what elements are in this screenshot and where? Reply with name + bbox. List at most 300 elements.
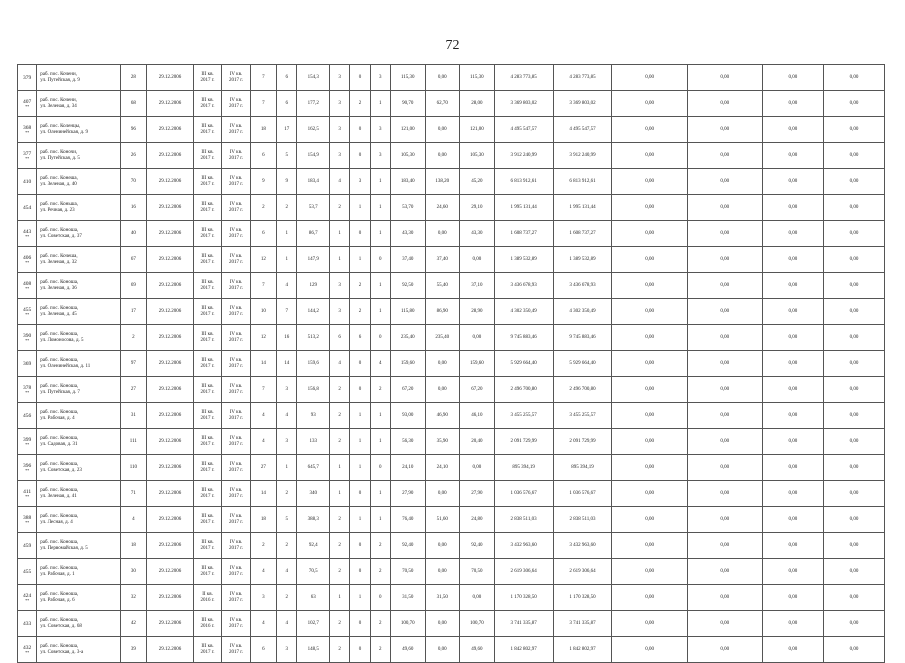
quarter-text: 2017 г. (228, 155, 243, 161)
row-mark: ** (25, 259, 30, 265)
row-id-cell (18, 195, 37, 221)
value-cell-c21: 0,00 (823, 91, 884, 117)
value-cell-c21: 0,00 (823, 403, 884, 429)
quarter-text: III кв. (201, 253, 214, 259)
address-cell (37, 273, 120, 299)
quarter-text: 2017 г. (200, 233, 215, 239)
value-cell-c16: 895 394,19 (494, 455, 553, 481)
quarter-text: IV кв. (229, 409, 243, 415)
value-cell-c12: 0 (370, 455, 390, 481)
value-cell-c19: 0,00 (687, 403, 762, 429)
quarter-text: IV кв. (229, 71, 243, 77)
start-quarter-cell (193, 585, 221, 611)
value-cell-c4: 29.12.2006 (147, 559, 194, 585)
address-line: раб. пос. Коноша, (40, 357, 79, 363)
value-cell-c19: 0,00 (687, 299, 762, 325)
table-row (18, 455, 885, 481)
address-line: раб. пос. Коноша, (40, 331, 79, 337)
value-cell-c13: 93,00 (390, 403, 425, 429)
value-cell-c17: 2 838 511,03 (553, 507, 612, 533)
row-id: 396 (23, 462, 32, 469)
value-cell-c21: 0,00 (823, 117, 884, 143)
value-cell-c19: 0,00 (687, 585, 762, 611)
housing-registry-table (17, 64, 885, 663)
value-cell-c17: 2 091 729,99 (553, 429, 612, 455)
value-cell-c12: 1 (370, 195, 390, 221)
value-cell-c9: 340 (297, 481, 330, 507)
quarter-text: 2017 г. (228, 311, 243, 317)
start-quarter-cell (193, 65, 221, 91)
value-cell-c17: 1 995 131,44 (553, 195, 612, 221)
value-cell-c21: 0,00 (823, 429, 884, 455)
quarter-text: 2017 г. (200, 129, 215, 135)
value-cell-c9: 93 (297, 403, 330, 429)
quarter-text: IV кв. (229, 539, 243, 545)
address-line: ул. Зеленая, д. 41 (40, 493, 77, 499)
value-cell-c4: 29.12.2006 (147, 429, 194, 455)
value-cell-c18: 0,00 (612, 351, 687, 377)
value-cell-c11: 0 (350, 221, 370, 247)
value-cell-c8: 3 (277, 637, 297, 663)
row-mark: ** (25, 597, 30, 603)
value-cell-c12: 0 (370, 247, 390, 273)
end-quarter-cell (222, 143, 250, 169)
value-cell-c21: 0,00 (823, 299, 884, 325)
quarter-text: IV кв. (229, 435, 243, 441)
value-cell-c19: 0,00 (687, 273, 762, 299)
table-row (18, 377, 885, 403)
value-cell-c17: 3 432 963,60 (553, 533, 612, 559)
start-quarter-cell (193, 273, 221, 299)
value-cell-c11: 0 (350, 481, 370, 507)
address-line: раб. пос. Коленцы, (40, 123, 81, 129)
quarter-text: 2017 г. (228, 285, 243, 291)
start-quarter-cell (193, 377, 221, 403)
value-cell-c16: 1 995 131,44 (494, 195, 553, 221)
quarter-text: IV кв. (229, 383, 243, 389)
row-id-cell (18, 117, 37, 143)
value-cell-c20: 0,00 (762, 91, 823, 117)
quarter-text: 2016 г. (200, 597, 215, 603)
table-row (18, 325, 885, 351)
value-cell-c3: 96 (120, 117, 146, 143)
value-cell-c17: 895 394,19 (553, 455, 612, 481)
value-cell-c4: 29.12.2006 (147, 247, 194, 273)
row-id: 379 (23, 74, 32, 81)
value-cell-c14: 0,00 (425, 117, 460, 143)
value-cell-c13: 159,60 (390, 351, 425, 377)
value-cell-c12: 3 (370, 143, 390, 169)
value-cell-c3: 42 (120, 611, 146, 637)
value-cell-c11: 6 (350, 325, 370, 351)
quarter-text: III кв. (201, 71, 214, 77)
address-cell (37, 143, 120, 169)
table-row (18, 195, 885, 221)
value-cell-c17: 1 608 737,27 (553, 221, 612, 247)
value-cell-c3: 4 (120, 507, 146, 533)
value-cell-c15: 49,60 (460, 637, 495, 663)
value-cell-c18: 0,00 (612, 455, 687, 481)
value-cell-c14: 51,60 (425, 507, 460, 533)
value-cell-c16: 3 741 335,87 (494, 611, 553, 637)
page-number: 72 (445, 38, 460, 53)
value-cell-c9: 154,9 (297, 143, 330, 169)
value-cell-c8: 2 (277, 533, 297, 559)
value-cell-c10: 3 (329, 91, 349, 117)
end-quarter-cell (222, 117, 250, 143)
address-cell (37, 91, 120, 117)
value-cell-c13: 92,40 (390, 533, 425, 559)
value-cell-c15: 0,00 (460, 247, 495, 273)
table-row (18, 533, 885, 559)
quarter-text: 2016 г. (200, 623, 215, 629)
value-cell-c20: 0,00 (762, 559, 823, 585)
address-line: раб. пос. Коноша, (40, 513, 79, 519)
value-cell-c19: 0,00 (687, 351, 762, 377)
value-cell-c19: 0,00 (687, 559, 762, 585)
value-cell-c4: 29.12.2006 (147, 481, 194, 507)
quarter-text: III кв. (201, 331, 214, 337)
value-cell-c7: 6 (250, 143, 276, 169)
row-id: 408 (23, 280, 32, 287)
value-cell-c13: 235,40 (390, 325, 425, 351)
end-quarter-cell (222, 273, 250, 299)
row-id-cell (18, 455, 37, 481)
value-cell-c3: 28 (120, 65, 146, 91)
quarter-text: III кв. (201, 617, 214, 623)
value-cell-c13: 31,50 (390, 585, 425, 611)
quarter-text: IV кв. (229, 123, 243, 129)
address-line: ул. Рабочая, д. 6 (40, 597, 75, 603)
address-line: раб. пос. Кочени, (40, 97, 77, 103)
value-cell-c15: 37,10 (460, 273, 495, 299)
value-cell-c9: 129 (297, 273, 330, 299)
value-cell-c12: 1 (370, 299, 390, 325)
end-quarter-cell (222, 247, 250, 273)
value-cell-c20: 0,00 (762, 611, 823, 637)
address-line: ул. Советская, д. 3-а (40, 649, 84, 655)
value-cell-c7: 4 (250, 559, 276, 585)
value-cell-c10: 2 (329, 559, 349, 585)
value-cell-c12: 1 (370, 403, 390, 429)
value-cell-c19: 0,00 (687, 143, 762, 169)
value-cell-c21: 0,00 (823, 507, 884, 533)
row-mark: ** (25, 337, 30, 343)
value-cell-c4: 29.12.2006 (147, 273, 194, 299)
end-quarter-cell (222, 481, 250, 507)
table-row (18, 585, 885, 611)
value-cell-c14: 55,40 (425, 273, 460, 299)
value-cell-c17: 1 389 532,89 (553, 247, 612, 273)
value-cell-c14: 0,00 (425, 221, 460, 247)
value-cell-c20: 0,00 (762, 455, 823, 481)
end-quarter-cell (222, 455, 250, 481)
value-cell-c11: 2 (350, 273, 370, 299)
value-cell-c19: 0,00 (687, 507, 762, 533)
value-cell-c4: 29.12.2006 (147, 169, 194, 195)
row-id-cell (18, 585, 37, 611)
value-cell-c19: 0,00 (687, 637, 762, 663)
quarter-text: 2017 г. (228, 441, 243, 447)
value-cell-c21: 0,00 (823, 221, 884, 247)
value-cell-c19: 0,00 (687, 377, 762, 403)
value-cell-c11: 0 (350, 559, 370, 585)
value-cell-c15: 28,90 (460, 299, 495, 325)
address-cell (37, 169, 120, 195)
quarter-text: III кв. (201, 487, 214, 493)
value-cell-c3: 27 (120, 377, 146, 403)
value-cell-c4: 29.12.2006 (147, 585, 194, 611)
address-line: раб. пос. Коноша, (40, 227, 79, 233)
value-cell-c13: 37,40 (390, 247, 425, 273)
value-cell-c12: 1 (370, 507, 390, 533)
end-quarter-cell (222, 221, 250, 247)
value-cell-c15: 46,10 (460, 403, 495, 429)
value-cell-c16: 3 455 255,57 (494, 403, 553, 429)
row-mark: ** (25, 389, 30, 395)
value-cell-c20: 0,00 (762, 247, 823, 273)
value-cell-c3: 111 (120, 429, 146, 455)
row-id: 454 (23, 204, 32, 211)
value-cell-c7: 14 (250, 351, 276, 377)
quarter-text: III кв. (201, 97, 214, 103)
value-cell-c21: 0,00 (823, 455, 884, 481)
value-cell-c7: 2 (250, 533, 276, 559)
value-cell-c17: 5 929 664,40 (553, 351, 612, 377)
value-cell-c3: 2 (120, 325, 146, 351)
value-cell-c15: 70,50 (460, 559, 495, 585)
value-cell-c4: 29.12.2006 (147, 325, 194, 351)
quarter-text: 2017 г. (228, 467, 243, 473)
value-cell-c16: 2 091 729,99 (494, 429, 553, 455)
value-cell-c15: 0,00 (460, 455, 495, 481)
value-cell-c10: 3 (329, 65, 349, 91)
value-cell-c10: 2 (329, 377, 349, 403)
row-mark: ** (25, 649, 30, 655)
value-cell-c8: 1 (277, 221, 297, 247)
address-line: ул. Советская, д. 23 (40, 467, 82, 473)
value-cell-c15: 159,60 (460, 351, 495, 377)
value-cell-c12: 3 (370, 117, 390, 143)
value-cell-c8: 1 (277, 455, 297, 481)
value-cell-c15: 28,00 (460, 91, 495, 117)
value-cell-c17: 4 302 350,49 (553, 299, 612, 325)
value-cell-c13: 24,10 (390, 455, 425, 481)
table-row (18, 429, 885, 455)
value-cell-c21: 0,00 (823, 377, 884, 403)
address-cell (37, 299, 120, 325)
address-line: раб. пос. Коноша, (40, 435, 79, 441)
value-cell-c20: 0,00 (762, 507, 823, 533)
start-quarter-cell (193, 299, 221, 325)
value-cell-c9: 86,7 (297, 221, 330, 247)
quarter-text: III кв. (201, 305, 214, 311)
row-mark: ** (25, 155, 30, 161)
value-cell-c21: 0,00 (823, 481, 884, 507)
table-row (18, 169, 885, 195)
value-cell-c13: 43,30 (390, 221, 425, 247)
value-cell-c13: 53,70 (390, 195, 425, 221)
address-line: ул. Зеленая, д. 45 (40, 311, 77, 317)
quarter-text: III кв. (201, 409, 214, 415)
address-cell (37, 65, 120, 91)
address-line: ул. Путейская, д. 9 (40, 77, 80, 83)
value-cell-c20: 0,00 (762, 351, 823, 377)
value-cell-c11: 1 (350, 247, 370, 273)
value-cell-c3: 40 (120, 221, 146, 247)
quarter-text: III кв. (201, 175, 214, 181)
quarter-text: 2017 г. (200, 493, 215, 499)
value-cell-c7: 10 (250, 299, 276, 325)
value-cell-c18: 0,00 (612, 65, 687, 91)
quarter-text: 2017 г. (200, 77, 215, 83)
value-cell-c13: 76,40 (390, 507, 425, 533)
address-cell (37, 403, 120, 429)
value-cell-c11: 1 (350, 195, 370, 221)
quarter-text: III кв. (201, 149, 214, 155)
value-cell-c20: 0,00 (762, 169, 823, 195)
row-id: 410 (23, 178, 32, 185)
row-id: 369 (23, 360, 32, 367)
row-id: 424 (23, 592, 32, 599)
address-line: раб. пос. Кочени, (40, 71, 77, 77)
value-cell-c8: 17 (277, 117, 297, 143)
address-line: ул. Садовая, д. 31 (40, 441, 78, 447)
row-id: 455 (23, 306, 32, 313)
value-cell-c7: 18 (250, 117, 276, 143)
value-cell-c3: 69 (120, 273, 146, 299)
row-id-cell (18, 273, 37, 299)
value-cell-c17: 1 842 802,97 (553, 637, 612, 663)
value-cell-c17: 3 369 803,02 (553, 91, 612, 117)
row-id-cell (18, 65, 37, 91)
value-cell-c4: 29.12.2006 (147, 195, 194, 221)
value-cell-c3: 67 (120, 247, 146, 273)
value-cell-c11: 0 (350, 65, 370, 91)
table-row (18, 559, 885, 585)
address-cell (37, 559, 120, 585)
address-line: ул. Оленинейская, д. 9 (40, 129, 88, 135)
value-cell-c10: 6 (329, 325, 349, 351)
value-cell-c9: 388,3 (297, 507, 330, 533)
value-cell-c17: 3 455 255,57 (553, 403, 612, 429)
value-cell-c17: 1 170 328,50 (553, 585, 612, 611)
address-cell (37, 429, 120, 455)
value-cell-c16: 1 389 532,89 (494, 247, 553, 273)
row-id-cell (18, 507, 37, 533)
value-cell-c20: 0,00 (762, 273, 823, 299)
value-cell-c14: 235,40 (425, 325, 460, 351)
row-id-cell (18, 429, 37, 455)
value-cell-c4: 29.12.2006 (147, 91, 194, 117)
value-cell-c8: 2 (277, 195, 297, 221)
value-cell-c3: 70 (120, 169, 146, 195)
value-cell-c3: 71 (120, 481, 146, 507)
address-line: ул. Рабочая, д. 1 (40, 571, 75, 577)
row-mark: ** (25, 467, 30, 473)
row-id-cell (18, 377, 37, 403)
address-line: ул. Рабочая, д. 4 (40, 415, 75, 421)
value-cell-c14: 62,70 (425, 91, 460, 117)
quarter-text: 2017 г. (200, 519, 215, 525)
address-line: раб. пос. Коноша, (40, 409, 79, 415)
value-cell-c9: 70,5 (297, 559, 330, 585)
row-id-cell (18, 143, 37, 169)
address-cell (37, 195, 120, 221)
value-cell-c21: 0,00 (823, 65, 884, 91)
value-cell-c12: 1 (370, 221, 390, 247)
start-quarter-cell (193, 507, 221, 533)
row-id-cell (18, 559, 37, 585)
row-id-cell (18, 221, 37, 247)
value-cell-c8: 16 (277, 325, 297, 351)
quarter-text: IV кв. (229, 357, 243, 363)
address-line: раб. пос. Кочеша, (40, 253, 78, 259)
value-cell-c4: 29.12.2006 (147, 299, 194, 325)
value-cell-c4: 29.12.2006 (147, 533, 194, 559)
value-cell-c3: 26 (120, 143, 146, 169)
value-cell-c21: 0,00 (823, 611, 884, 637)
quarter-text: III кв. (201, 383, 214, 389)
value-cell-c12: 0 (370, 585, 390, 611)
value-cell-c13: 90,70 (390, 91, 425, 117)
value-cell-c18: 0,00 (612, 91, 687, 117)
start-quarter-cell (193, 559, 221, 585)
quarter-text: III кв. (201, 227, 214, 233)
quarter-text: IV кв. (229, 149, 243, 155)
value-cell-c4: 29.12.2006 (147, 611, 194, 637)
value-cell-c21: 0,00 (823, 325, 884, 351)
value-cell-c7: 7 (250, 91, 276, 117)
value-cell-c13: 56,30 (390, 429, 425, 455)
address-line: ул. Ломоносова, д. 5 (40, 337, 84, 343)
value-cell-c7: 6 (250, 637, 276, 663)
value-cell-c4: 29.12.2006 (147, 65, 194, 91)
value-cell-c10: 2 (329, 429, 349, 455)
value-cell-c19: 0,00 (687, 169, 762, 195)
start-quarter-cell (193, 481, 221, 507)
value-cell-c12: 4 (370, 351, 390, 377)
value-cell-c20: 0,00 (762, 143, 823, 169)
address-line: раб. пос. Коноша, (40, 565, 79, 571)
value-cell-c21: 0,00 (823, 559, 884, 585)
start-quarter-cell (193, 117, 221, 143)
quarter-text: 2017 г. (200, 207, 215, 213)
value-cell-c15: 27,90 (460, 481, 495, 507)
row-id: 432 (23, 644, 32, 651)
address-line: ул. Зеленая, д. 36 (40, 285, 77, 291)
value-cell-c4: 29.12.2006 (147, 637, 194, 663)
quarter-text: 2017 г. (200, 155, 215, 161)
address-line: раб. пос. Коноша, (40, 279, 79, 285)
quarter-text: 2017 г. (200, 259, 215, 265)
row-mark: ** (25, 519, 30, 525)
value-cell-c15: 0,00 (460, 585, 495, 611)
value-cell-c13: 183,40 (390, 169, 425, 195)
value-cell-c4: 29.12.2006 (147, 143, 194, 169)
quarter-text: 2017 г. (228, 129, 243, 135)
start-quarter-cell (193, 351, 221, 377)
quarter-text: 2017 г. (200, 363, 215, 369)
value-cell-c3: 97 (120, 351, 146, 377)
end-quarter-cell (222, 91, 250, 117)
row-id: 411 (23, 488, 32, 495)
value-cell-c14: 0,00 (425, 481, 460, 507)
value-cell-c10: 1 (329, 585, 349, 611)
quarter-text: 2017 г. (200, 441, 215, 447)
value-cell-c14: 0,00 (425, 143, 460, 169)
value-cell-c8: 6 (277, 65, 297, 91)
